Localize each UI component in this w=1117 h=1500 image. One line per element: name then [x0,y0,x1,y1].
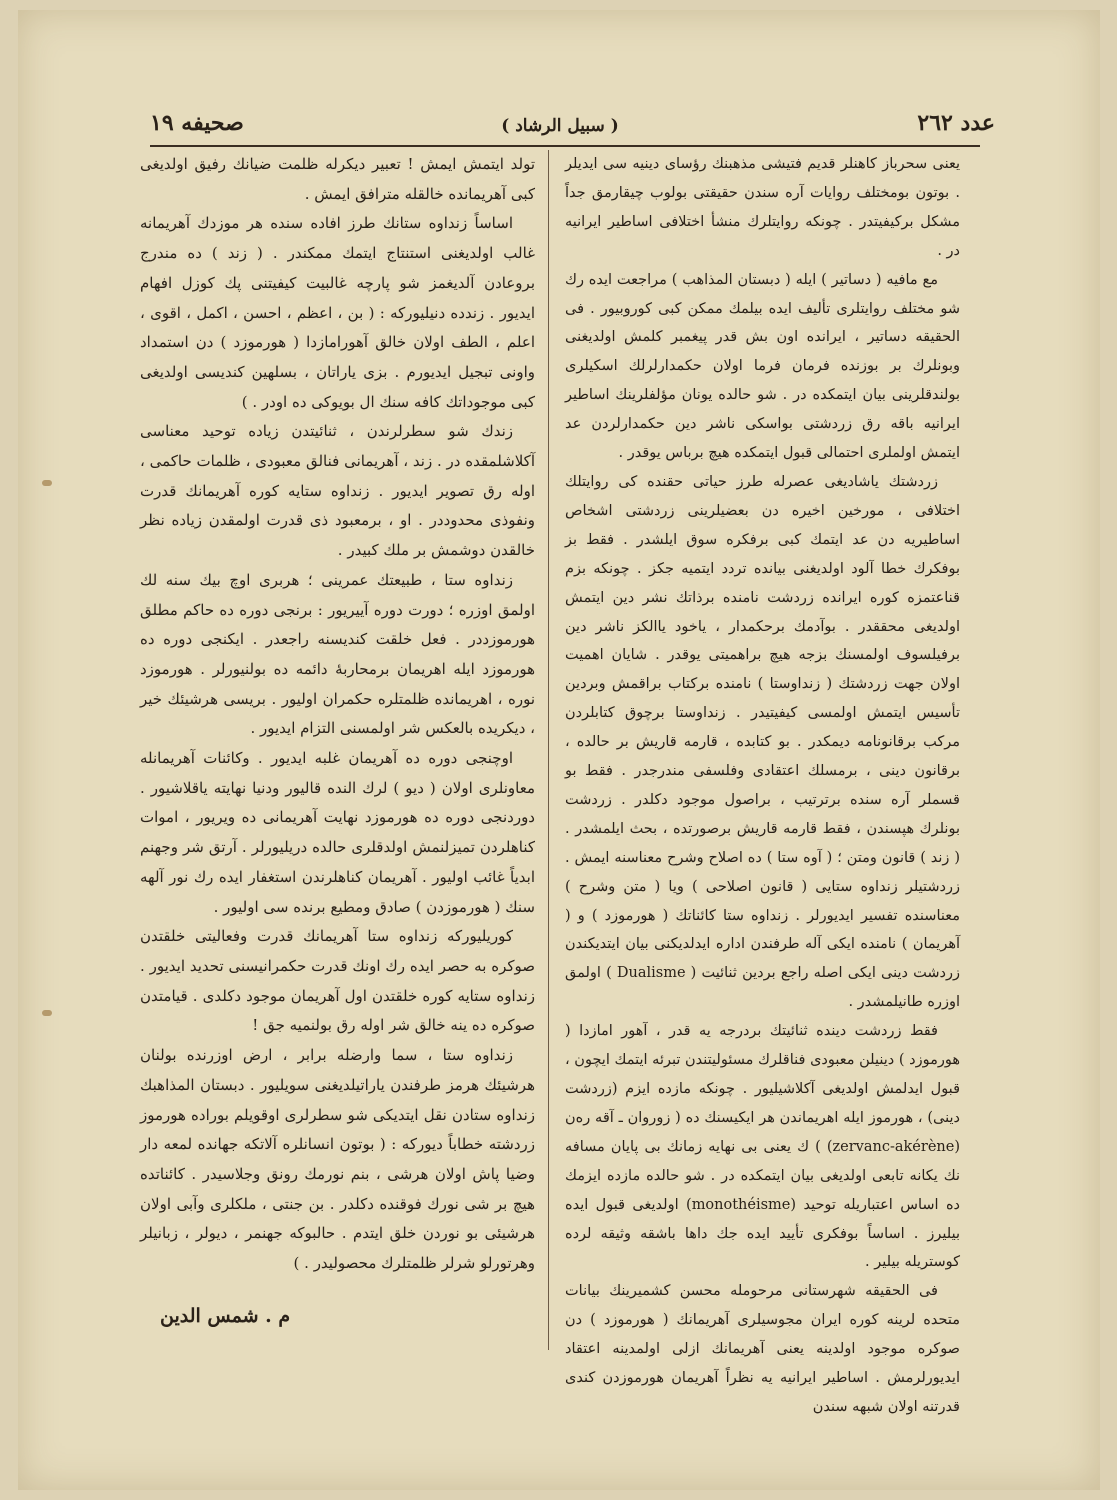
paragraph: اساساً زنداوه ستانك طرز افاده سنده هر موزدك آهريمانه غالب اولديغنى استنتاج ايتمك ممكندر . ( زند ) ده مندرج بروعادن آلديغمز شو پارچه غالبيت كيفيتنى پك كوزل افهام ايديور . زندده دنيليوركه : ( بن ، اعظم ، احسن ، اكمل ، اقوى ، اعلم ، الطف اولان خالق آهورامازدا ( هورموزد ) دن استمداد واونى تبجيل ايديورم . بزى ياراتان ، بسلهين كنديسى اولديغى كبى موجوداتك كافه سنك ال بويوكى ده اودر . ) [140,214,535,411]
journal-title: ( سبيل الرشاد ) [501,116,619,136]
paragraph: مع مافيه ( دساتير ) ايله ( دبستان المذاهب ) مراجعت ايده رك شو مختلف روايتلرى تأليف ايده بيلمك ممكن كبى كوروبيور . فى الحقيقه دساتير ، ايرانده اون بش قدر پيغمبر كلمش اولديغنى وبونلرك بر بوزنده فرمان فرما اولان حكمدارلرلك اسكيلرى بولندقلرينى بيان ايتمكده در . شو حالده يونان مؤلفلرينك اساطير ايرانيه باقه رق زردشتى بواسكى ناشر دين حكمدارلردن عد ايتمش اولملرى احتمالى قبول ايتمكده هيچ برباس يوقدر . [565,271,960,462]
binding-hole [42,480,52,486]
author-signature: م . شمس الدين [160,1305,291,1327]
paragraph: اوچنجى دوره ده آهريمان غلبه ايديور . وكائنات آهريمانله معاونلرى اولان ( ديو ) لرك النده قاليور ودنيا نهايته ياقلاشيور . دوردنجى دوره ده هورموزد نهايت آهريمانى ده ويريور ، اموات كناهلردن تميزلنمش اولدقلرى حالده دريليورلر . آرتق شر وجهنم ابدياً غائب اوليور . آهريمان كناهلرندن استغفار ايده رك نور آلهه سنك ( هورموزدن ) صادق ومطيع برنده سى اوليور . [140,749,535,916]
header-rule [150,145,980,147]
page-number: صحيفه ١٩ [150,110,244,136]
left-column [140,150,535,1279]
column-divider [548,150,549,1350]
paragraph: تولد ايتمش ايمش ! تعبير ديكرله ظلمت ضيانك رفيق اولديغى كبى آهريمانده خالقله مترافق ايمش . [140,155,535,203]
paragraph: زنداوه ستا ، طبيعتك عمرينى ؛ هربرى اوچ بيك سنه لك اولمق اوزره ؛ دورت دوره آييريور : برنجى دوره ده حاكم مطلق هورموزددر . فعل خلقت كنديسنه راجعدر . ايكنجى دوره ده هورموزد ايله اهريمان برمحاربهٔ دائمه ده بولنيورلر . هورموزد نوره ، اهريمانده ظلمتلره حكمران اوليور . بريسى هرشيئك خير ، ديكريده بالعكس شر اولمسنى التزام ايديور . [140,570,535,738]
paragraph: زندك شو سطرلرندن ، ثنائيتدن زياده توحيد معناسى آكلاشلمقده در . زند ، آهريمانى فنالق معبودى ، ظلمات حاكمى ، اوله رق تصوير ايديور . زنداوه ستايه كوره آهريمانك قدرت ونفوذى محدوددر . او ، برمعبود ذى قدرت اولمقدن زياده نظر خالقدن دوشمش بر ملك كبيدر . [140,422,535,560]
paragraph: كوريليوركه زنداوه ستا آهريمانك قدرت وفعاليتى خلقتدن صوكره به حصر ايده رك اونك قدرت حكمرانيسنى تحديد ايديور . زنداوه ستايه كوره خلقتدن اول آهريمان موجود دكلدى . قيامتدن صوكره ده ينه خالق شر اوله رق بولنميه جق ! [140,927,535,1035]
paragraph: يعنى سحرباز كاهنلر قديم فتيشى مذهبنك رؤساى دينيه سى ايديلر . بوتون بومختلف روايات آره سندن حقيقتى بولوب چيقارمق جداً مشكل بركيفيتدر . چونكه روايتلرك منشأ اختلافى اساطير ايرانيه در . [565,156,960,259]
paragraph: زنداوه ستا ، سما وارضله برابر ، ارض اوزرنده بولنان هرشيئك هرمز طرفندن ياراتيلديغنى سويليور . دبستان المذاهبك زنداوه ستادن نقل ايتديكى شو سطرلرى اوقويلم بوراده هورموز زردشته خطاباً ديوركه : ( بوتون انسانلره آلاتكه جهانده لمعه دار وضيا پاش اولان هرشى ، بنم نورمك رونق وجلاسيدر . كائناتده هيچ بر شى نورك فوقنده دكلدر . بن جنتى ، ملكلرى وآبى اولان هرشيئى بو نوردن خلق ايتدم . حالبوكه جهنمر ، ديولر ، زبانيلر وهرتورلو شرلر ظلمتلرك محصوليدر . ) [140,1046,535,1273]
paragraph: فى الحقيقه شهرستانى مرحومله محسن كشميرينك بيانات متحده لرينه كوره ايران مجوسيلرى آهريمانك ( هورموزد ) دن صوكره موجود اولدينه يعنى آهريمانك ازلى اولمدينه اعتقاد ايديورلرمش . اساطير ايرانيه يه نظراً آهريمان هورموزدن كندى قدرتنه اولان شبهه سندن [565,1283,960,1415]
issue-number: عدد ٢٦٢ [917,110,995,136]
right-column [565,150,960,1422]
binding-hole [42,1010,52,1016]
paragraph: فقط زردشت دينده ثنائيتك بردرجه يه قدر ، آهور امازدا ( هورموزد ) دينيلن معبودى فناقلرك مسئوليتندن تبرئه ايتمك ايچون ، قبول ايدلمش اولديغى آكلاشيليور . چونكه مازده ايزم (زردشت دينى) ، هورموز ايله اهريماندن هر ايكيسنك ده ( زوروان ـ آقه رەن (zervanc-akérène) ) ك يعنى بى نهايه زمانك بى پايان مسافه نك يكانه تابعى اولديغى بيان ايتمكده در . شو حالده مازده ايزمك ده اساس اعتباريله توحيد (monothéisme) اولديغى قبول ايده بيليرز . اساساً بوفكرى تأييد ايده جك داها باشقه وثيقه لرده كوستريله بيلير . [565,1023,961,1271]
paragraph: زردشتك ياشاديغى عصرله طرز حياتى حقنده كى روايتلك اختلافى ، مورخين اخيره دن بعضيلرينى زردشتى اشخاص اساطيريه دن عد ايتمك كبى برفكره سوق ايلشدر . فقط بز بوفكرك خطا آلود اولديغنى بيانده تردد ايتميه جكز . چونكه بزم قناعتمزه كوره ايرانده زردشت نامنده برذاتك نشر دين ايتمش اولديغى محققدر . بوآدمك برحكمدار ، ياخود ياالكز ناشر دين برفيلسوف اولمسنك بزجه هيچ براهميتى يوقدر . شايان اهميت اولان جهت زردشتك ( زنداوستا ) نامنده بركتاب براقمش وبردين تأسيس ايتمش اولمسى كيفيتيدر . زنداوستا برچوق كتابلردن مركب برقانونامه ديمكدر . بو كتابده ، قارمه قاريش بر حالده ، برقانون دينى ، برمسلك اعتقادى وفلسفى مندرجدر . فقط بو قسملر آره سنده برترتيب ، براصول موجود دكلدر . زردشت بونلرك هپسندن ، فقط قارمه قاريش برصورتده ، بحث ايلمشدر . ( زند ) قانون ومتن ؛ ( آوه ستا ) ده اصلاح وشرح معناسنه ايمش . زردشتيلر زنداوه ستايى ( قانون اصلاحى ) ويا ( متن وشرح ) معناسنده تفسير ايديورلر . زنداوه ستا كائناتك ( هورموزد ) و ( آهريمان ) نامنده ايكى آله طرفندن اداره ايدلديكنى بيان ايتديكندن زردشت دينى ايكى اصله راجع بردين ثنائيت ( Dualisme ) اولمق اوزره طانيلمشدر . [565,473,960,1011]
